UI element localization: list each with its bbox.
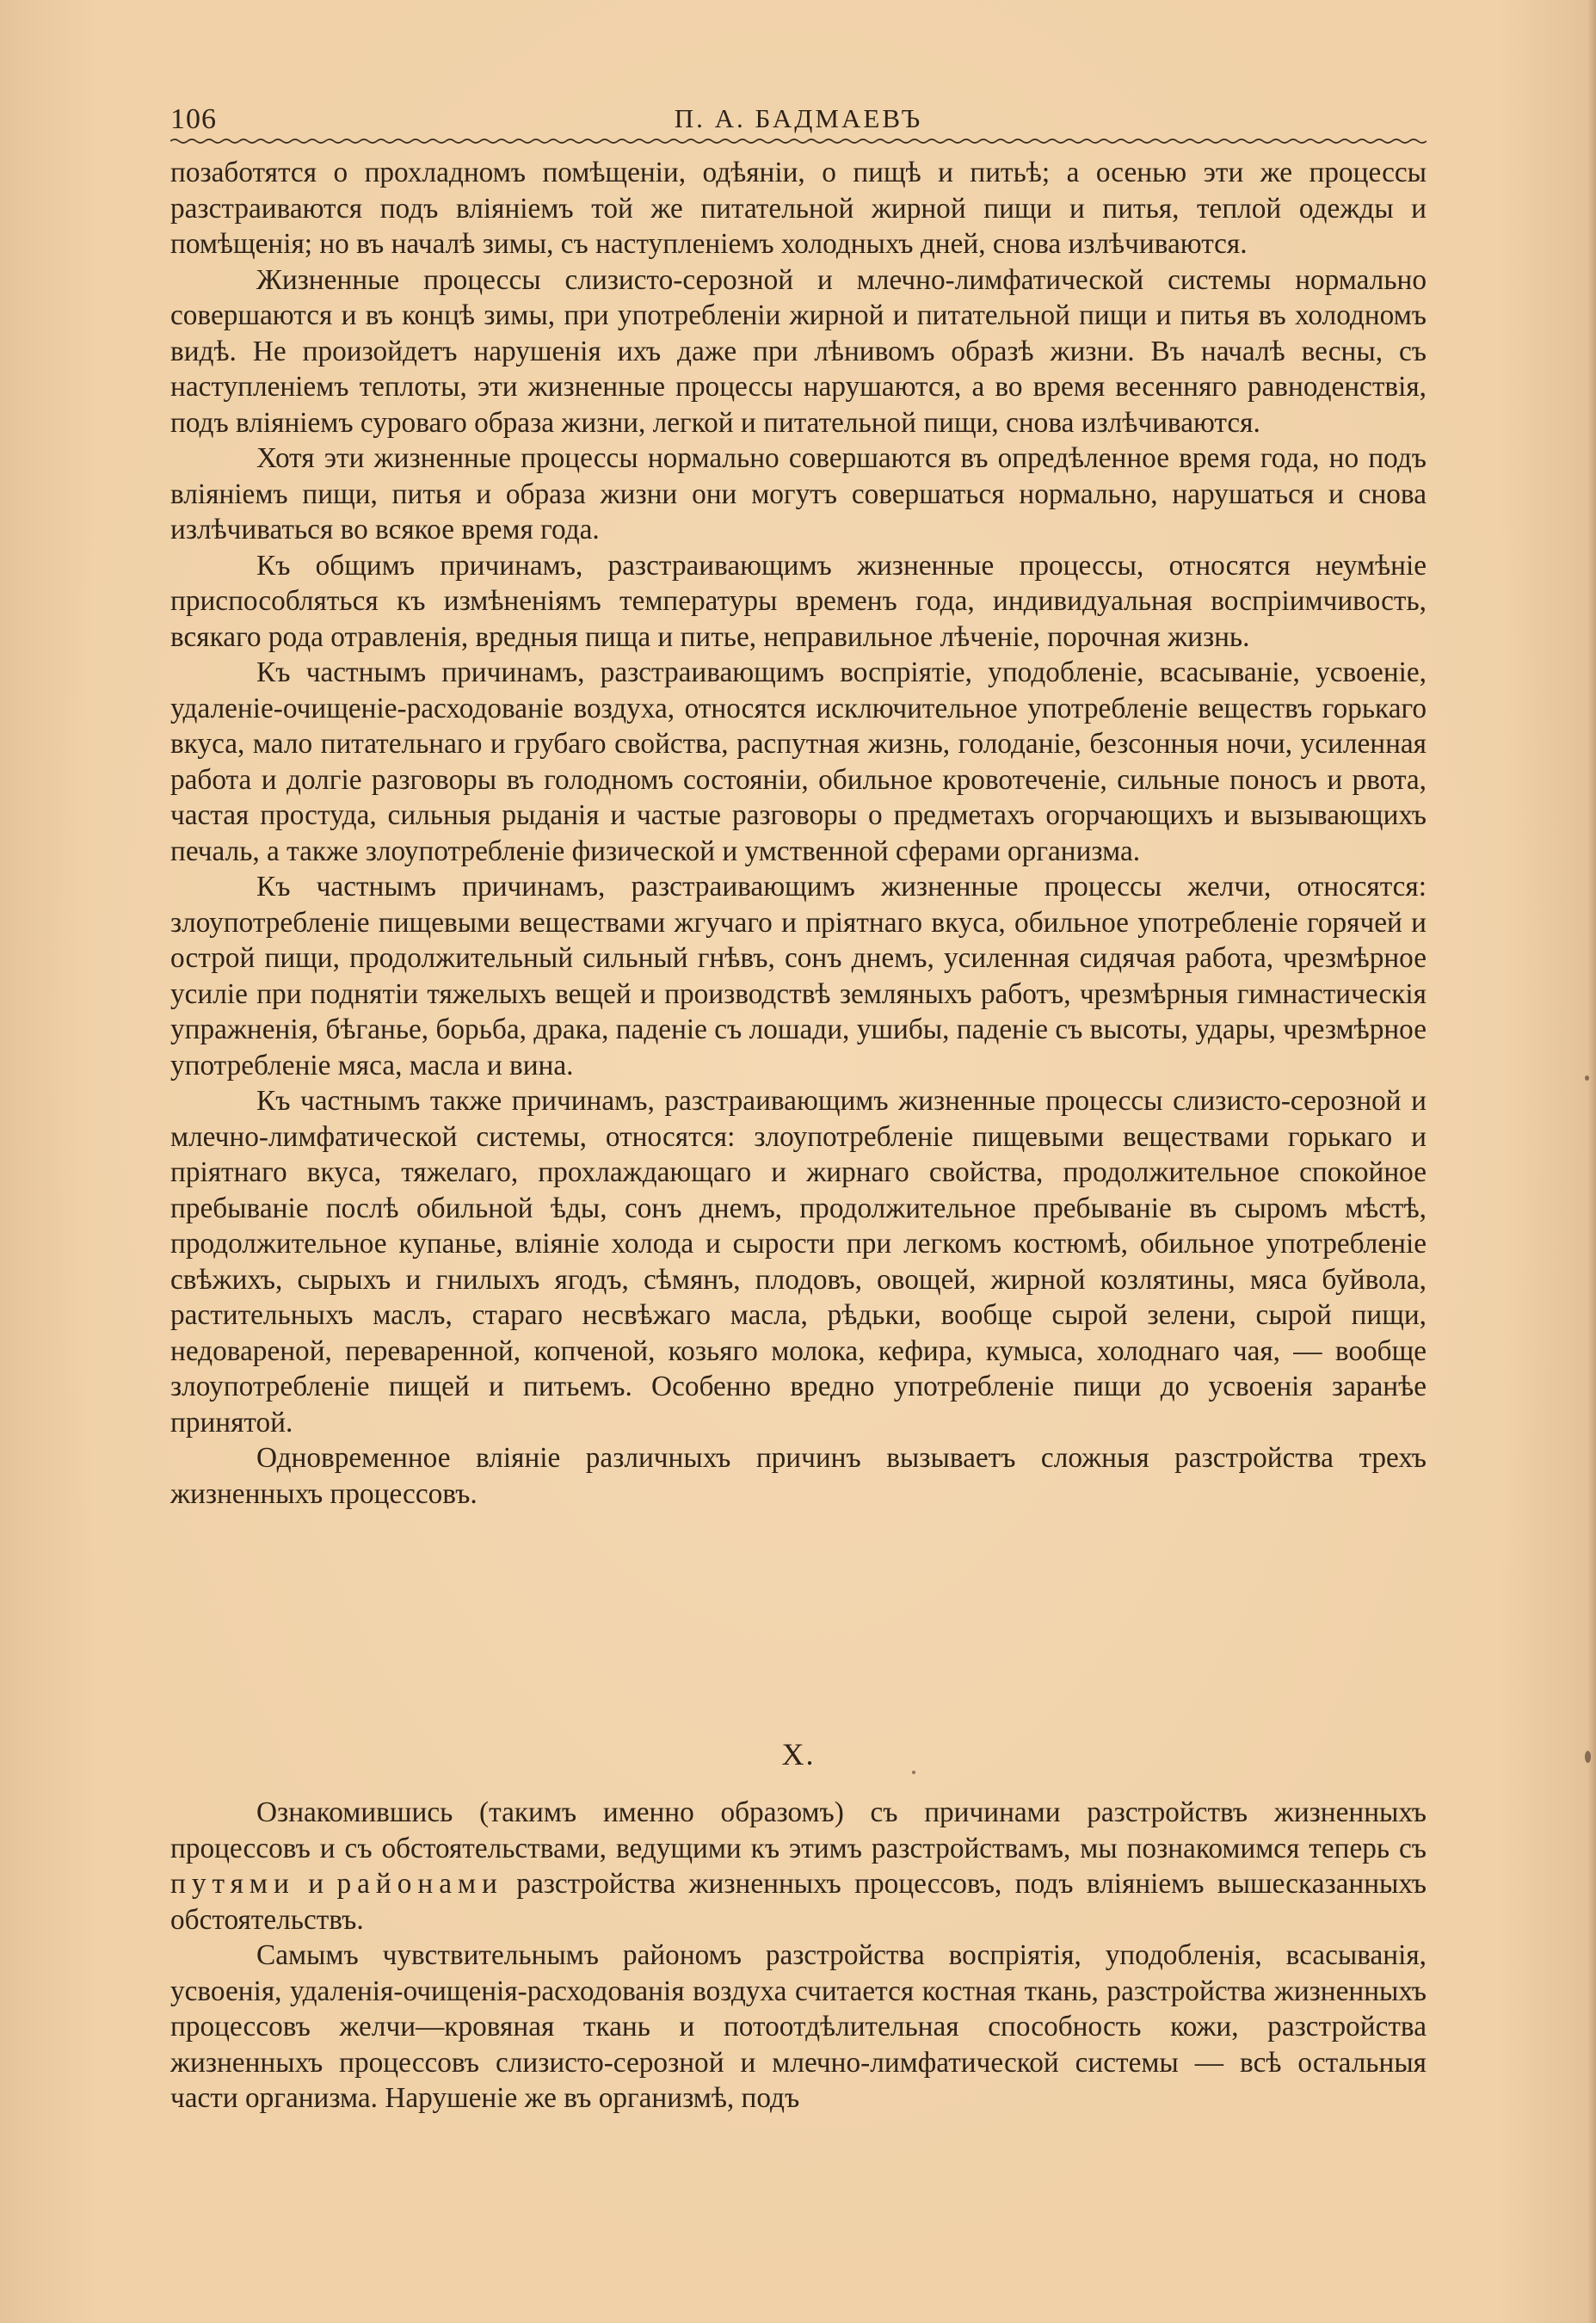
page-header (170, 96, 1427, 139)
text-run: и (294, 1868, 337, 1900)
spaced-emphasis: районами (336, 1868, 503, 1900)
section-heading: X. (781, 1737, 816, 1772)
running-head: П. А. БАДМАЕВЪ (674, 103, 923, 133)
section-text (170, 1795, 1427, 2117)
paragraph: Къ общимъ причинамъ, разстраивающимъ жизненные процессы, относятся неумѣніе приспособляться къ измѣненіямъ температуры временъ года, индивидуальная воспріимчивость, всякаго рода отравленія, вредныя пища и питье, неправильное лѣченіе, порочная жизнь. (170, 549, 1427, 653)
paragraph: Къ частнымъ причинамъ, разстраивающимъ жизненные процессы желчи, относятся: злоупотребленіе пищевыми веществами жгучаго и пріятнаго вкуса, обильное употребленіе горячей и острой пищи, продолжительный сильный гнѣвъ, сонъ днемъ, усиленная сидячая работа, чрезмѣрное усиліе при поднятіи тяжелыхъ вещей и производствѣ земляныхъ работъ, чрезмѣрныя гимнастическія упражненія, бѣганье, борьба, драка, паденіе съ лошади, ушибы, паденіе съ высоты, удары, чрезмѣрное употребленіе мяса, масла и вина. (170, 871, 1427, 1081)
text-run: разстройства жизненныхъ процессовъ, подъ вліяніемъ вышесказанныхъ обстоятельствъ. (170, 1868, 1427, 1936)
paragraph-continuation: позаботятся о прохладномъ помѣщеніи, одѣяніи, о пищѣ и питьѣ; а осенью эти же процессы разстраиваются подъ вліяніемъ той же питательной жирной пищи и питья, теплой одежды и помѣщенія; но въ началѣ зимы, съ наступленіемъ холодныхъ дней, снова излѣчиваются. (170, 157, 1427, 260)
spaced-emphasis: путями (170, 1868, 295, 1900)
text-run: Ознакомившись (такимъ именно образомъ) съ причинами разстройствъ жизненныхъ процессовъ и съ обстоятельствами, ведущими къ этимъ разстройствамъ, мы познакомимся теперь съ (170, 1796, 1427, 1864)
paragraph: Жизненные процессы слизисто-серозной и млечно-лимфатической системы нормально совершаются и въ концѣ зимы, при употребленіи жирной и питательной пищи и питья въ холодномъ видѣ. Не произойдетъ нарушенія ихъ даже при лѣнивомъ образѣ жизни. Въ началѣ весны, съ наступленіемъ теплоты, эти жизненные процессы нарушаются, а во время весенняго равноденствія, подъ вліяніемъ суроваго образа жизни, легкой и питательной пищи, снова излѣчиваются. (170, 263, 1427, 439)
page-number: 106 (170, 103, 217, 135)
section-paragraph: Самымъ чувствительнымъ райономъ разстройства воспріятія, уподобленія, всасыванія, усвоенія, удаленія-очищенія-расходованія воздуха считается костная ткань, разстройства жизненныхъ процессовъ желчи—кровяная ткань и потоотдѣлительная способность кожи, разстройства жизненныхъ процессовъ слизисто-серозной и млечно-лимфатической системы — всѣ остальныя части организма. Нарушеніе же въ организмѣ, подъ (170, 1939, 1427, 2114)
paragraph: Къ частнымъ причинамъ, разстраивающимъ воспріятіе, уподобленіе, всасываніе, усвоеніе, удаленіе-очищеніе-расходованіе воздуха, относятся исключительное употребленіе веществъ горькаго вкуса, мало питательнаго и грубаго свойства, распутная жизнь, голоданіе, безсонныя ночи, усиленная работа и долгіе разговоры въ голодномъ состояніи, обильное кровотеченіе, сильные поносъ и рвота, частая простуда, сильныя рыданія и частые разговоры о предметахъ огорчающихъ и вызывающихъ печаль, а также злоупотребленіе физической и умственной сферами организма. (170, 656, 1427, 867)
paper-speck (1585, 1075, 1589, 1081)
paragraph: Одновременное вліяніе различныхъ причинъ вызываетъ сложныя разстройства трехъ жизненныхъ процессовъ. (170, 1442, 1427, 1510)
paper-speck (1585, 1751, 1591, 1763)
body-text (170, 155, 1427, 1512)
page-edge (1587, 0, 1596, 2323)
header-wavy-rule (170, 138, 1427, 145)
paper-speck (912, 1771, 915, 1774)
paragraph: Къ частнымъ также причинамъ, разстраивающимъ жизненные процессы слизисто-серозной и млечно-лимфатической системы, относятся: злоупотребленіе пищевыми веществами горькаго и пріятнаго вкуса, тяжелаго, прохлаждающаго и жирнаго свойства, продолжительное спокойное пребываніе послѣ обильной ѣды, сонъ днемъ, продолжительное пребываніе въ сыромъ мѣстѣ, продолжительное купанье, вліяніе холода и сырости при легкомъ костюмѣ, обильное употребленіе свѣжихъ, сырыхъ и гнилыхъ ягодъ, сѣмянъ, плодовъ, овощей, жирной козлятины, мяса буйвола, растительныхъ маслъ, стараго несвѣжаго масла, рѣдьки, вообще сырой зелени, сырой пищи, недовареной, переваренной, копченой, козьяго молока, кефира, кумыса, холоднаго чая, — вообще злоупотребленіе пищей и питьемъ. Особенно вредно употребленіе пищи до усвоенія заранѣе принятой. (170, 1085, 1427, 1439)
section-paragraph (170, 1795, 1427, 1938)
paragraph: Хотя эти жизненные процессы нормально совершаются въ опредѣленное время года, но подъ вліяніемъ пищи, питья и образа жизни они могутъ совершаться нормально, нарушаться и снова излѣчиваться во всякое время года. (170, 442, 1427, 545)
